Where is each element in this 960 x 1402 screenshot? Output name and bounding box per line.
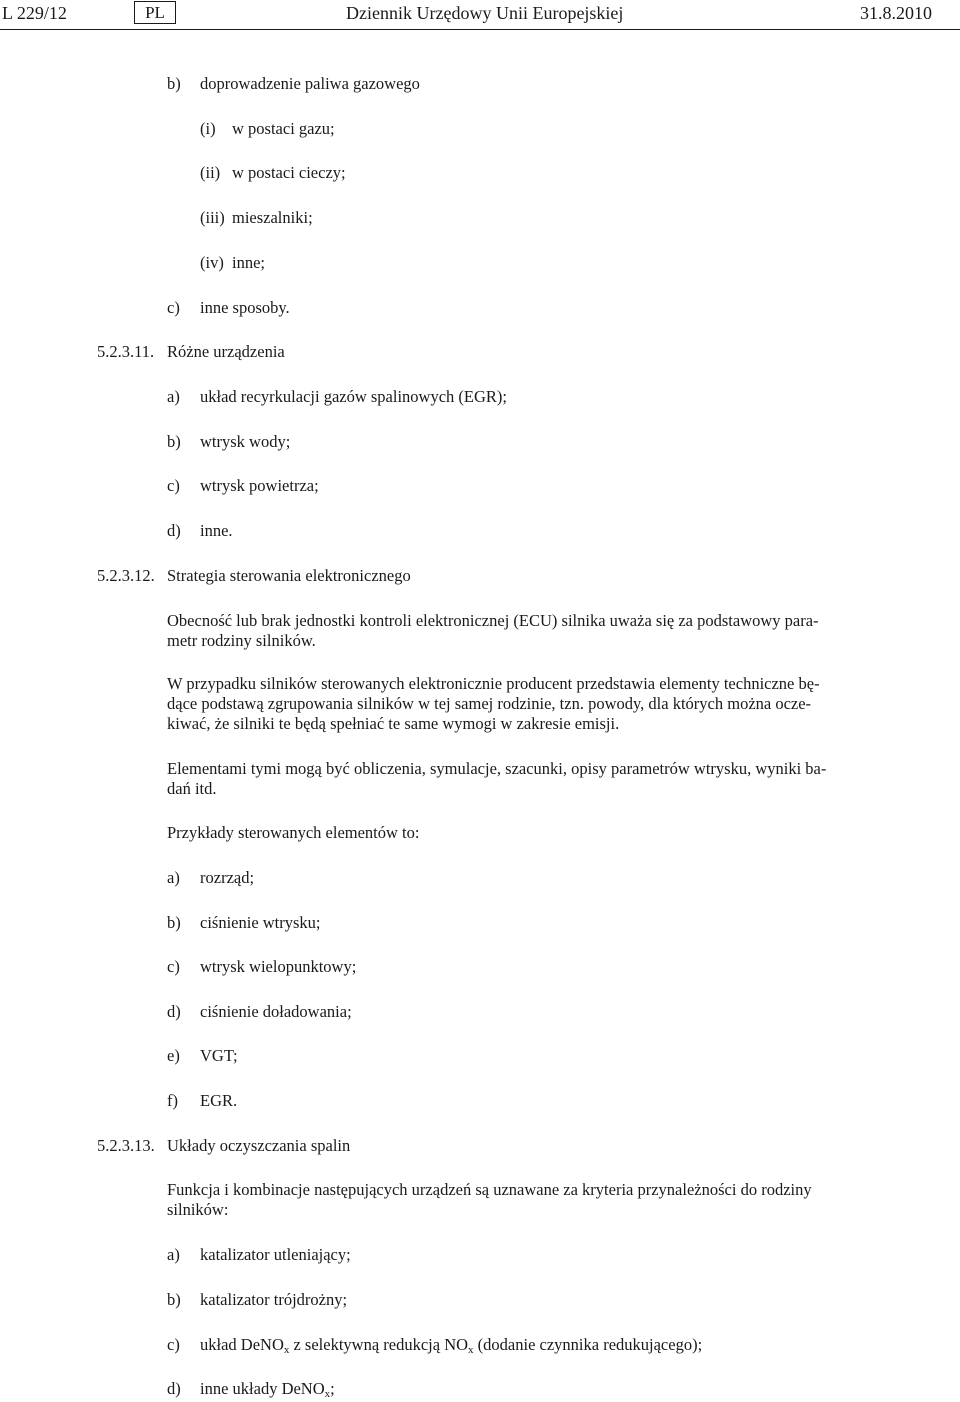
- list-label: b): [167, 1290, 181, 1309]
- paragraph: [167, 1180, 864, 1220]
- list-item: doprowadzenie paliwa gazowego: [200, 74, 420, 93]
- list-label: b): [167, 432, 181, 451]
- subscript: x: [283, 1344, 290, 1356]
- list-label: a): [167, 387, 180, 406]
- list-item: inne sposoby.: [200, 298, 290, 317]
- paragraph-line: Obecność lub brak jednostki kontroli elektronicznej (ECU) silnika uważa się za podstawowy para-: [167, 611, 819, 630]
- sub-list-item: inne;: [232, 253, 265, 272]
- list-item: układ recyrkulacji gazów spalinowych (EGR);: [200, 387, 507, 406]
- section-title: Układy oczyszczania spalin: [167, 1136, 351, 1155]
- publication-date: 31.8.2010: [860, 3, 932, 23]
- list-item: EGR.: [200, 1091, 238, 1110]
- list-label: a): [167, 1245, 180, 1264]
- section-number: 5.2.3.11.: [97, 342, 155, 361]
- journal-title: Dziennik Urzędowy Unii Europejskiej: [346, 3, 624, 23]
- list-item: wtrysk wielopunktowy;: [200, 957, 357, 976]
- paragraph: [167, 611, 864, 651]
- paragraph: [167, 674, 864, 734]
- section-title: Strategia sterowania elektronicznego: [167, 566, 411, 585]
- paragraph-line: Funkcja i kombinacje następujących urządzeń są uznawane za kryteria przynależności do rodziny: [167, 1180, 812, 1199]
- list-item: katalizator utleniający;: [200, 1245, 351, 1264]
- list-item-text: układ DeNO: [200, 1335, 284, 1354]
- list-label: c): [167, 957, 180, 976]
- sub-list-label: (i): [200, 119, 216, 138]
- paragraph-line: dań itd.: [167, 779, 217, 798]
- subscript: x: [324, 1388, 331, 1400]
- list-label: b): [167, 74, 181, 93]
- page-header: [0, 0, 960, 28]
- list-item-text: z selektywną redukcją NO: [289, 1335, 469, 1354]
- paragraph-line: dące podstawą zgrupowania silników w tej samej rodzinie, tzn. powody, dla których można ocze-: [167, 694, 812, 713]
- list-label: d): [167, 1002, 181, 1021]
- list-item: wtrysk wody;: [200, 432, 291, 451]
- paragraph: [167, 759, 864, 799]
- sub-list-label: (ii): [200, 163, 221, 182]
- paragraph: Przykłady sterowanych elementów to:: [167, 823, 420, 842]
- sub-list-item: w postaci gazu;: [232, 119, 335, 138]
- list-item: ciśnienie wtrysku;: [200, 913, 321, 932]
- list-item: [200, 1379, 335, 1399]
- section-title: Różne urządzenia: [167, 342, 285, 361]
- section-number: 5.2.3.12.: [97, 566, 155, 585]
- list-label: a): [167, 868, 180, 887]
- list-item: VGT;: [200, 1046, 238, 1065]
- paragraph-line: metr rodziny silników.: [167, 631, 316, 650]
- list-item: wtrysk powietrza;: [200, 476, 319, 495]
- subscript: x: [468, 1344, 474, 1356]
- section-number: 5.2.3.13.: [97, 1136, 155, 1155]
- paragraph-line: Elementami tymi mogą być obliczenia, symulacje, szacunki, opisy parametrów wtrysku, wyniki ba-: [167, 759, 827, 778]
- paragraph-line: kiwać, że silniki te będą spełniać te same wymogi w zakresie emisji.: [167, 714, 620, 733]
- list-item: [200, 1335, 702, 1355]
- list-label: b): [167, 913, 181, 932]
- list-item-text: inne układy DeNO: [200, 1379, 325, 1398]
- list-label: c): [167, 476, 180, 495]
- page-reference: L 229/12: [2, 3, 67, 23]
- list-item: ciśnienie doładowania;: [200, 1002, 352, 1021]
- list-item: inne.: [200, 521, 233, 540]
- list-item: rozrząd;: [200, 868, 255, 887]
- paragraph-line: silników:: [167, 1200, 229, 1219]
- sub-list-label: (iv): [200, 253, 224, 272]
- list-label: f): [167, 1091, 178, 1110]
- list-item-text: (dodanie czynnika redukującego);: [473, 1335, 703, 1354]
- list-item-text: ;: [330, 1379, 335, 1398]
- list-label: c): [167, 1335, 180, 1354]
- list-label: c): [167, 298, 180, 317]
- sub-list-item: mieszalniki;: [232, 208, 313, 227]
- list-label: e): [167, 1046, 180, 1065]
- header-divider: [0, 29, 960, 30]
- paragraph-line: W przypadku silników sterowanych elektronicznie producent przedstawia elementy techniczne bę-: [167, 674, 820, 693]
- language-badge: PL: [134, 1, 176, 24]
- sub-list-item: w postaci cieczy;: [232, 163, 346, 182]
- list-label: d): [167, 1379, 181, 1398]
- sub-list-label: (iii): [200, 208, 225, 227]
- list-label: d): [167, 521, 181, 540]
- list-item: katalizator trójdrożny;: [200, 1290, 348, 1309]
